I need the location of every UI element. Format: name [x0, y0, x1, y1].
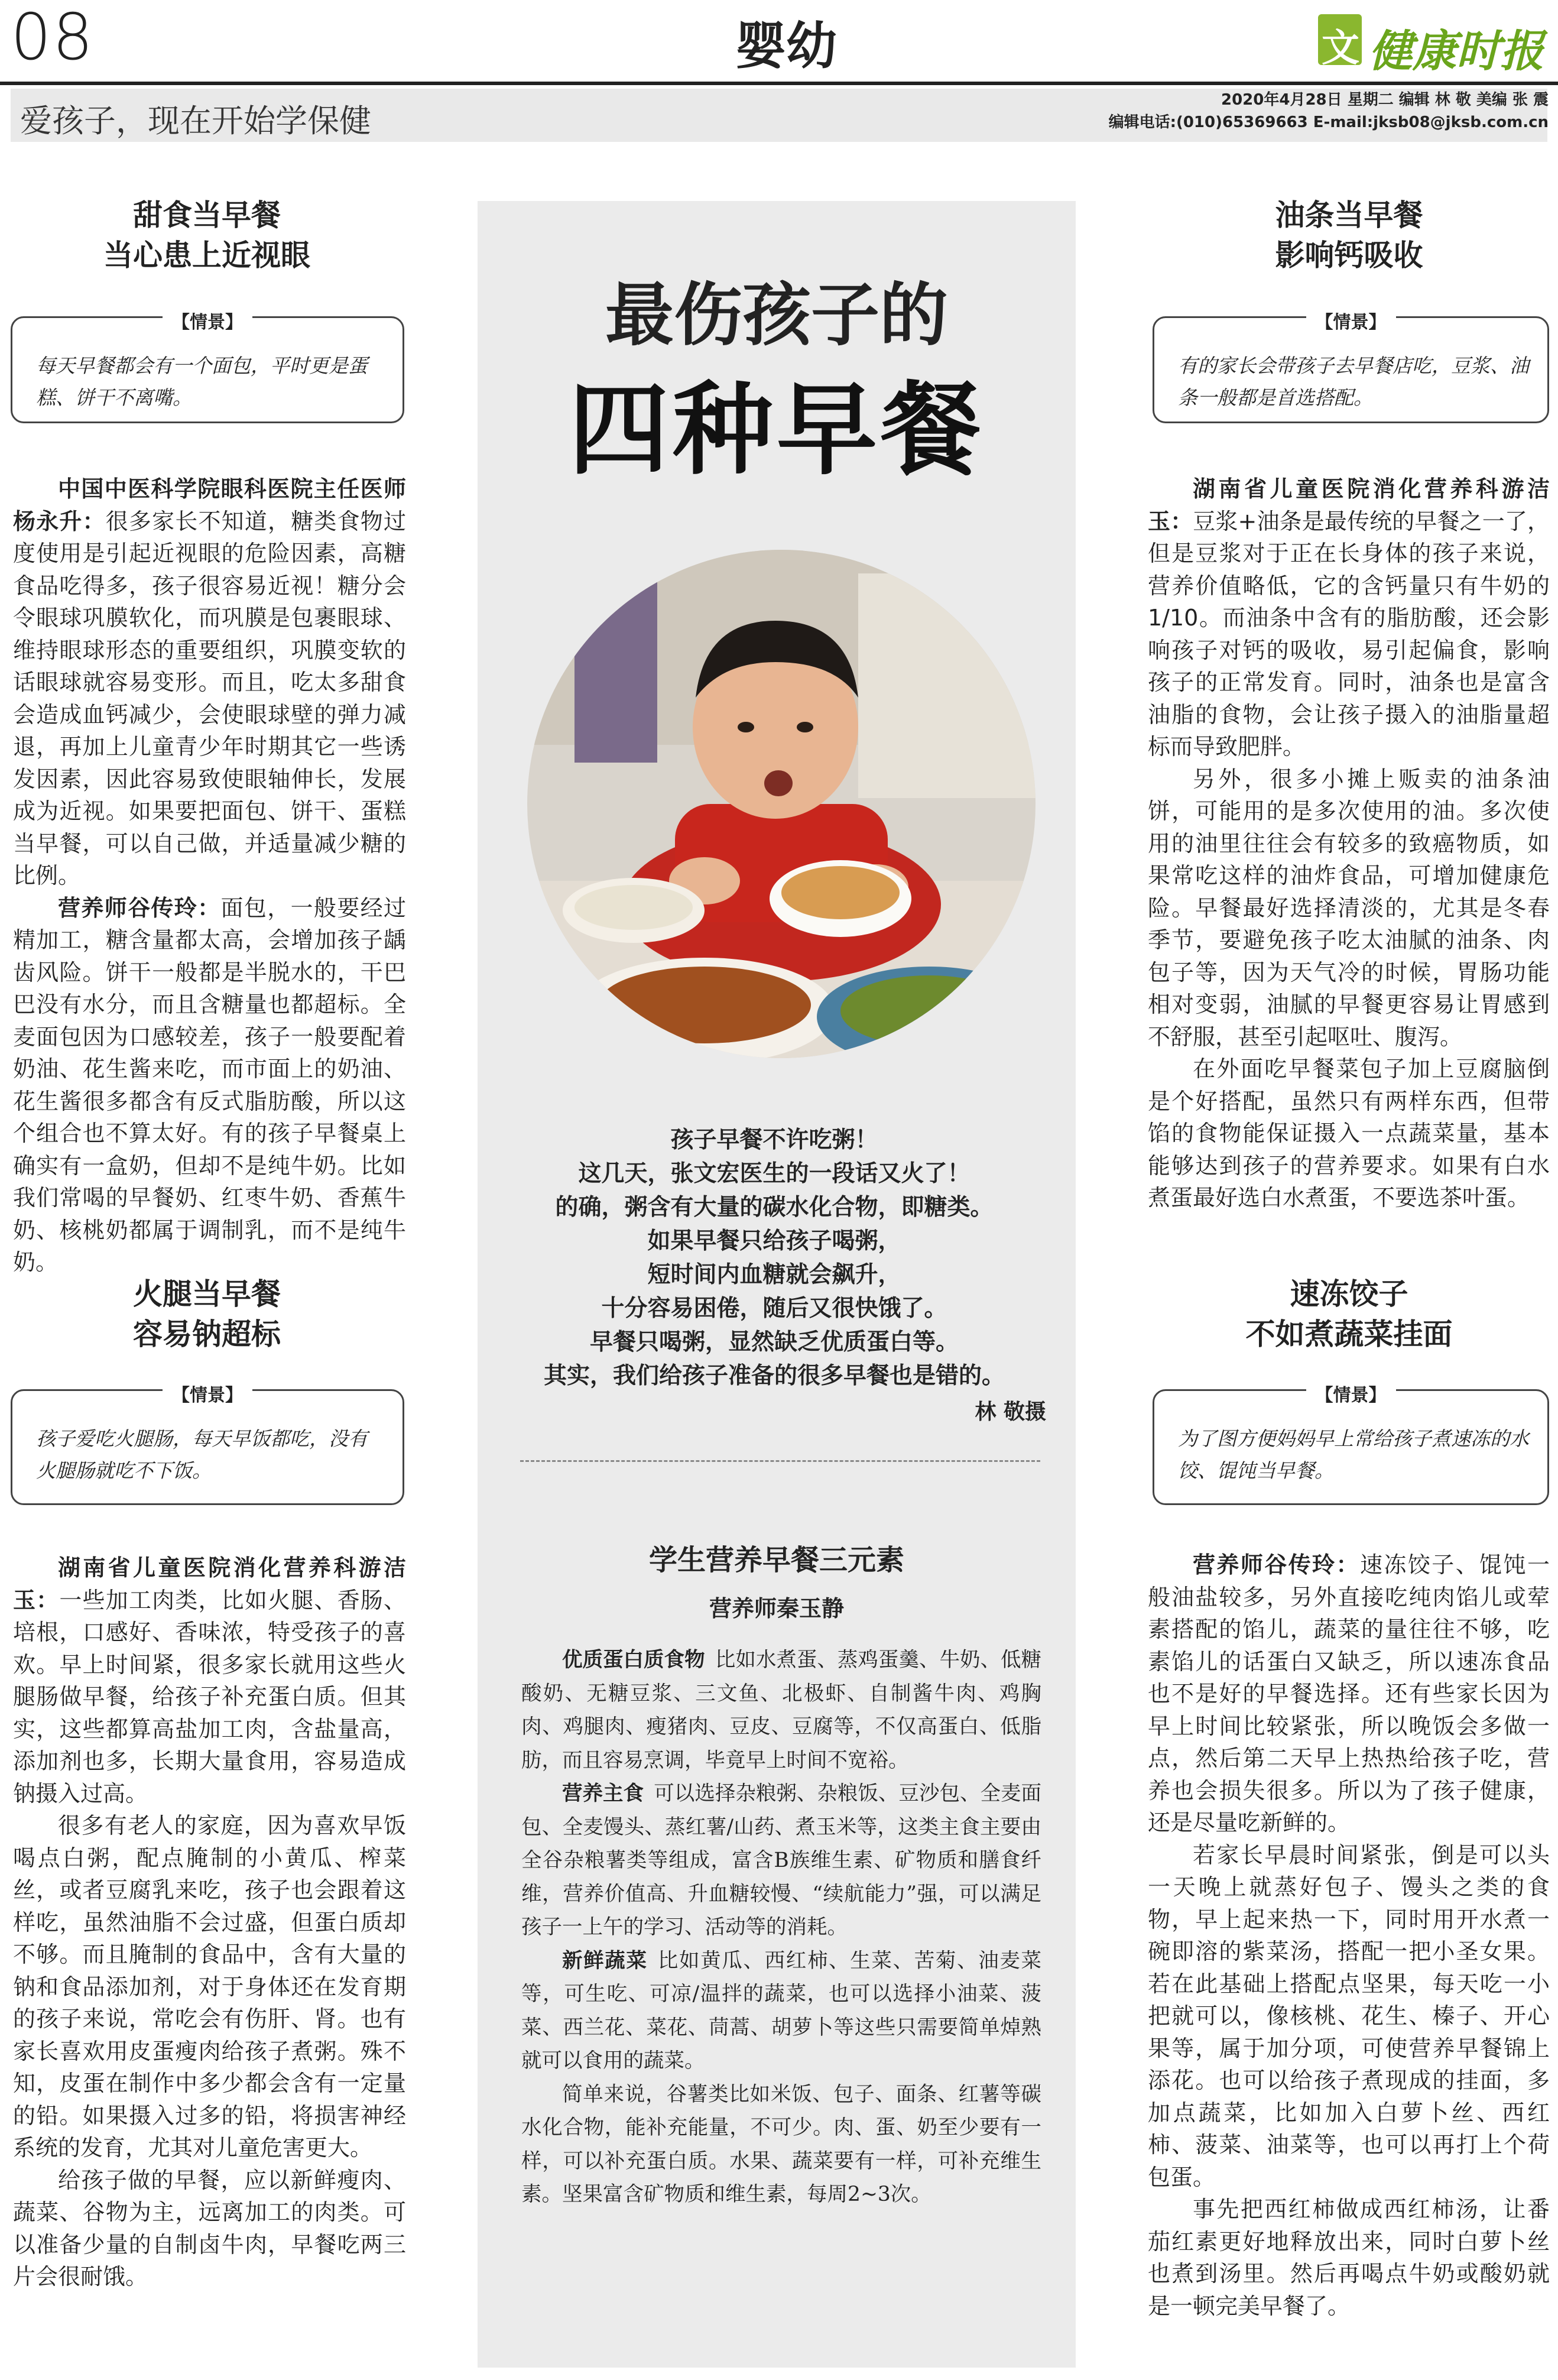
sidebar-title: 学生营养早餐三元素 — [648, 1544, 904, 1577]
paragraph: 湖南省儿童医院消化营养科游洁玉：一些加工肉类，比如火腿、香肠、培根，口感好、香味浓，特受孩子的喜欢。早上时间紧，很多家长就用这些火腿肠做早餐，给孩子补充蛋白质。但其实，这些都算高盐加工肉，含盐量高，添加剂也多，长期大量食用，容易造成钠摄入过高。 — [13, 1555, 406, 1807]
scene-text: 孩子爱吃火腿肠，每天早饭都吃，没有火腿肠就吃不下饭。 — [36, 1427, 368, 1482]
page-number: 08 — [11, 1, 95, 74]
main-title-line1: 最伤孩子的 — [605, 275, 948, 355]
dashed-divider — [520, 1460, 1040, 1462]
scene-label: 【情景】 — [163, 307, 252, 333]
main-title-line2: 四种早餐 — [568, 371, 985, 489]
article-body-ham — [13, 1552, 406, 2293]
child-breakfast-photo — [527, 550, 1036, 1058]
caption-line: 早餐只喝粥，显然缺乏优质蛋白等。 — [589, 1329, 959, 1356]
paragraph: 事先把西红柿做成西红柿汤，让番茄红素更好地释放出来，同时白萝卜丝也煮到汤里。然后再喝点牛奶或酸奶就是一顿完美早餐了。 — [1148, 2196, 1550, 2319]
caption-line: 的确，粥含有大量的碳水化合物，即糖类。 — [555, 1194, 994, 1221]
paragraph: 在外面吃早餐菜包子加上豆腐脑倒是个好搭配，虽然只有两样东西，但带馅的食物能保证摄入一点蔬菜量，基本能够达到孩子的营养要求。如果有白水煮蛋最好选白水煮蛋，不要选茶叶蛋。 — [1148, 1056, 1550, 1211]
article-body-youtiao — [1148, 473, 1550, 1214]
scene-label: 【情景】 — [1306, 307, 1396, 333]
caption-line: 这几天，张文宏医生的一段话又火了！ — [578, 1160, 970, 1187]
header-rule — [0, 82, 1558, 85]
article-heading-youtiao — [1150, 195, 1549, 275]
paragraph: 给孩子做的早餐，应以新鲜瘦肉、蔬菜、谷物为主，远离加工的肉类。可以准备少量的自制卤牛肉，早餐吃两三片会很耐饿。 — [13, 2167, 406, 2290]
caption-line: 孩子早餐不许吃粥！ — [670, 1127, 878, 1153]
photo-illustration — [527, 550, 1036, 1058]
article-body-dumplings — [1148, 1549, 1550, 2322]
scene-box — [11, 312, 404, 423]
heading-line: 容易钠超标 — [133, 1317, 281, 1351]
photo-caption — [508, 1123, 1040, 1393]
nutrition-list — [521, 1643, 1041, 2212]
section-title: 婴幼 — [735, 16, 837, 76]
logo-text: 健康时报 — [1369, 26, 1544, 77]
caption-line: 短时间内血糖就会飙升， — [647, 1262, 901, 1288]
caption-line: 如果早餐只给孩子喝粥， — [647, 1228, 901, 1254]
logo-mark-icon: 文 — [1318, 14, 1362, 65]
paragraph: 若家长早晨时间紧张，倒是可以头一天晚上就蒸好包子、馒头之类的食物，早上起来热一下，同时用开水煮一碗即溶的紫菜汤，搭配一把小圣女果。若在此基础上搭配点坚果，每天吃一小把就可以，像核桃、花生、榛子、开心果等，属于加分项，可使营养早餐锦上添花。也可以给孩子煮现成的挂面，多加点蔬菜，比如加入白萝卜丝、西红柿、菠菜、油菜等，也可以再打上个荷包蛋。 — [1148, 1841, 1550, 2190]
scene-text: 每天早餐都会有一个面包，平时更是蛋糕、饼干不离嘴。 — [36, 354, 368, 409]
heading-line: 速冻饺子 — [1290, 1277, 1408, 1311]
caption-line: 其实，我们给孩子准备的很多早餐也是错的。 — [543, 1363, 1005, 1389]
heading-line: 油条当早餐 — [1275, 198, 1423, 232]
paragraph: 中国中医科学院眼科医院主任医师杨永升：很多家长不知道，糖类食物过度使用是引起近视眼的危险因素，高糖食品吃得多，孩子很容易近视！糖分会令眼球巩膜软化，而巩膜是包裹眼球、维持眼球形态的重要组织，巩膜变软的话眼球就容易变形。而且，吃太多甜食会造成血钙减少，会使眼球壁的弹力减退，再加上儿童青少年时期其它一些诱发因素，因此容易致使眼轴伸长，发展成为近视。如果要把面包、饼干、蛋糕当早餐，可以自己做，并适量减少糖的比例。 — [13, 476, 406, 889]
scene-box — [1153, 1385, 1549, 1505]
nutrition-item: 新鲜蔬菜 比如黄瓜、西红柿、生菜、苦菊、油麦菜等，可生吃、可凉/温拌的蔬菜，也可以选择小油菜、菠菜、西兰花、菜花、茼蒿、胡萝卜等这些只需要简单焯熟就可以食用的蔬菜。 — [521, 1948, 1042, 2073]
nutrition-item: 营养主食 可以选择杂粮粥、杂粮饭、豆沙包、全麦面包、全麦馒头、蒸红薯/山药、煮玉米等，这类主食主要由全谷杂粮薯类等组成，富含B族维生素、矿物质和膳食纤维，营养价值高、升血糖较慢、“续航能力”强，可以满足孩子一上午的学习、活动等的消耗。 — [521, 1782, 1041, 1939]
scene-box — [1153, 312, 1549, 423]
scene-text: 有的家长会带孩子去早餐店吃，豆浆、油条一般都是首选搭配。 — [1178, 354, 1529, 409]
photo-credit: 林 敬摄 — [975, 1400, 1046, 1424]
paragraph: 营养师谷传玲：速冻饺子、馄饨一般油盐较多，另外直接吃纯肉馅儿或荤素搭配的馅儿，蔬菜的量往往不够，吃素馅儿的话蛋白又缺乏，所以速冻食品也不是好的早餐选择。还有些家长因为早上时间比较紧张，所以晚饭会多做一点，然后第二天早上热热给孩子吃，营养也会损失很多。所以为了孩子健康，还是尽量吃新鲜的。 — [1148, 1552, 1550, 1836]
heading-line: 甜食当早餐 — [133, 198, 281, 232]
paragraph: 很多有老人的家庭，因为喜欢早饭喝点白粥，配点腌制的小黄瓜、榨菜丝，或者豆腐乳来吃，孩子也会跟着这样吃，虽然油脂不会过盛，但蛋白质却不够。而且腌制的食品中，含有大量的钠和食品添加剂，对于身体还在发育期的孩子来说，常吃会有伤肝、肾。也有家长喜欢用皮蛋瘦肉给孩子煮粥。殊不知，皮蛋在制作中多少都会含有一定量的铅。如果摄入过多的铅，将损害神经系统的发育，尤其对儿童危害更大。 — [13, 1812, 406, 2161]
date-line: 2020年4月28日 星期二 编辑 林 敬 美编 张 震 — [1221, 91, 1549, 109]
slogan: 爱孩子，现在开始学保健 — [20, 102, 371, 140]
contact-line: 编辑电话:(010)65369663 E-mail:jksb08@jksb.com.cn — [1108, 114, 1549, 131]
paragraph: 营养师谷传玲：面包，一般要经过精加工，糖含量都太高，会增加孩子龋齿风险。饼干一般都是半脱水的，干巴巴没有水分，而且含糖量也都超标。全麦面包因为口感较差，孩子一般要配着奶油、花生酱来吃，而市面上的奶油、花生酱很多都含有反式脂肪酸，所以这个组合也不算太好。有的孩子早餐桌上确实有一盒奶，但却不是纯牛奶。比如我们常喝的早餐奶、红枣牛奶、香蕉牛奶、核桃奶都属于调制乳，而不是纯牛奶。 — [13, 894, 406, 1275]
paragraph: 另外，很多小摊上贩卖的油条油饼，可能用的是多次使用的油。多次使用的油里往往会有较多的致癌物质，如果常吃这样的油炸食品，可增加健康危险。早餐最好选择清淡的，尤其是冬春季节，要避免孩子吃太油腻的油条、肉包子等，因为天气冷的时候，胃肠功能相对变弱，油腻的早餐更容易让胃感到不舒服，甚至引起呕吐、腹泻。 — [1148, 766, 1550, 1050]
scene-box — [11, 1385, 404, 1505]
scene-label: 【情景】 — [1306, 1380, 1396, 1406]
newspaper-logo — [1318, 12, 1549, 77]
heading-line: 影响钙吸收 — [1275, 238, 1423, 273]
heading-line: 不如煮蔬菜挂面 — [1245, 1317, 1453, 1351]
caption-line: 十分容易困倦，随后又很快饿了。 — [601, 1295, 947, 1322]
heading-line: 火腿当早餐 — [133, 1277, 281, 1311]
scene-text: 为了图方便妈妈早上常给孩子煮速冻的水饺、馄饨当早餐。 — [1178, 1427, 1529, 1482]
nutrition-item: 简单来说，谷薯类比如米饭、包子、面条、红薯等碳水化合物，能补充能量，不可少。肉、蛋、奶至少要有一样，可以补充蛋白质。水果、蔬菜要有一样，可补充维生素。坚果富含矿物质和维生素，每周2~3次。 — [521, 2082, 1041, 2206]
article-heading-sweets — [12, 195, 402, 275]
scene-label: 【情景】 — [163, 1380, 252, 1406]
issue-meta — [1005, 89, 1549, 134]
nutrition-item: 优质蛋白质食物 比如水煮蛋、蒸鸡蛋羹、牛奶、低糖酸奶、无糖豆浆、三文鱼、北极虾、自制酱牛肉、鸡胸肉、鸡腿肉、瘦猪肉、豆皮、豆腐等，不仅高蛋白、低脂肪，而且容易烹调，毕竟早上时间不宽裕。 — [521, 1648, 1042, 1772]
heading-line: 当心患上近视眼 — [103, 238, 310, 273]
article-body-sweets — [13, 473, 406, 1279]
article-heading-dumplings — [1150, 1274, 1549, 1354]
paragraph: 湖南省儿童医院消化营养科游洁玉：豆浆+油条是最传统的早餐之一了，但是豆浆对于正在长身体的孩子来说，营养价值略低，它的含钙量只有牛奶的1/10。而油条中含有的脂肪酸，还会影响孩子对钙的吸收，易引起偏食，影响孩子的正常发育。同时，油条也是富含油脂的食物，会让孩子摄入的油脂量超标而导致肥胖。 — [1148, 476, 1550, 760]
sidebar-author: 营养师秦玉静 — [709, 1596, 844, 1622]
article-heading-ham — [12, 1274, 402, 1354]
